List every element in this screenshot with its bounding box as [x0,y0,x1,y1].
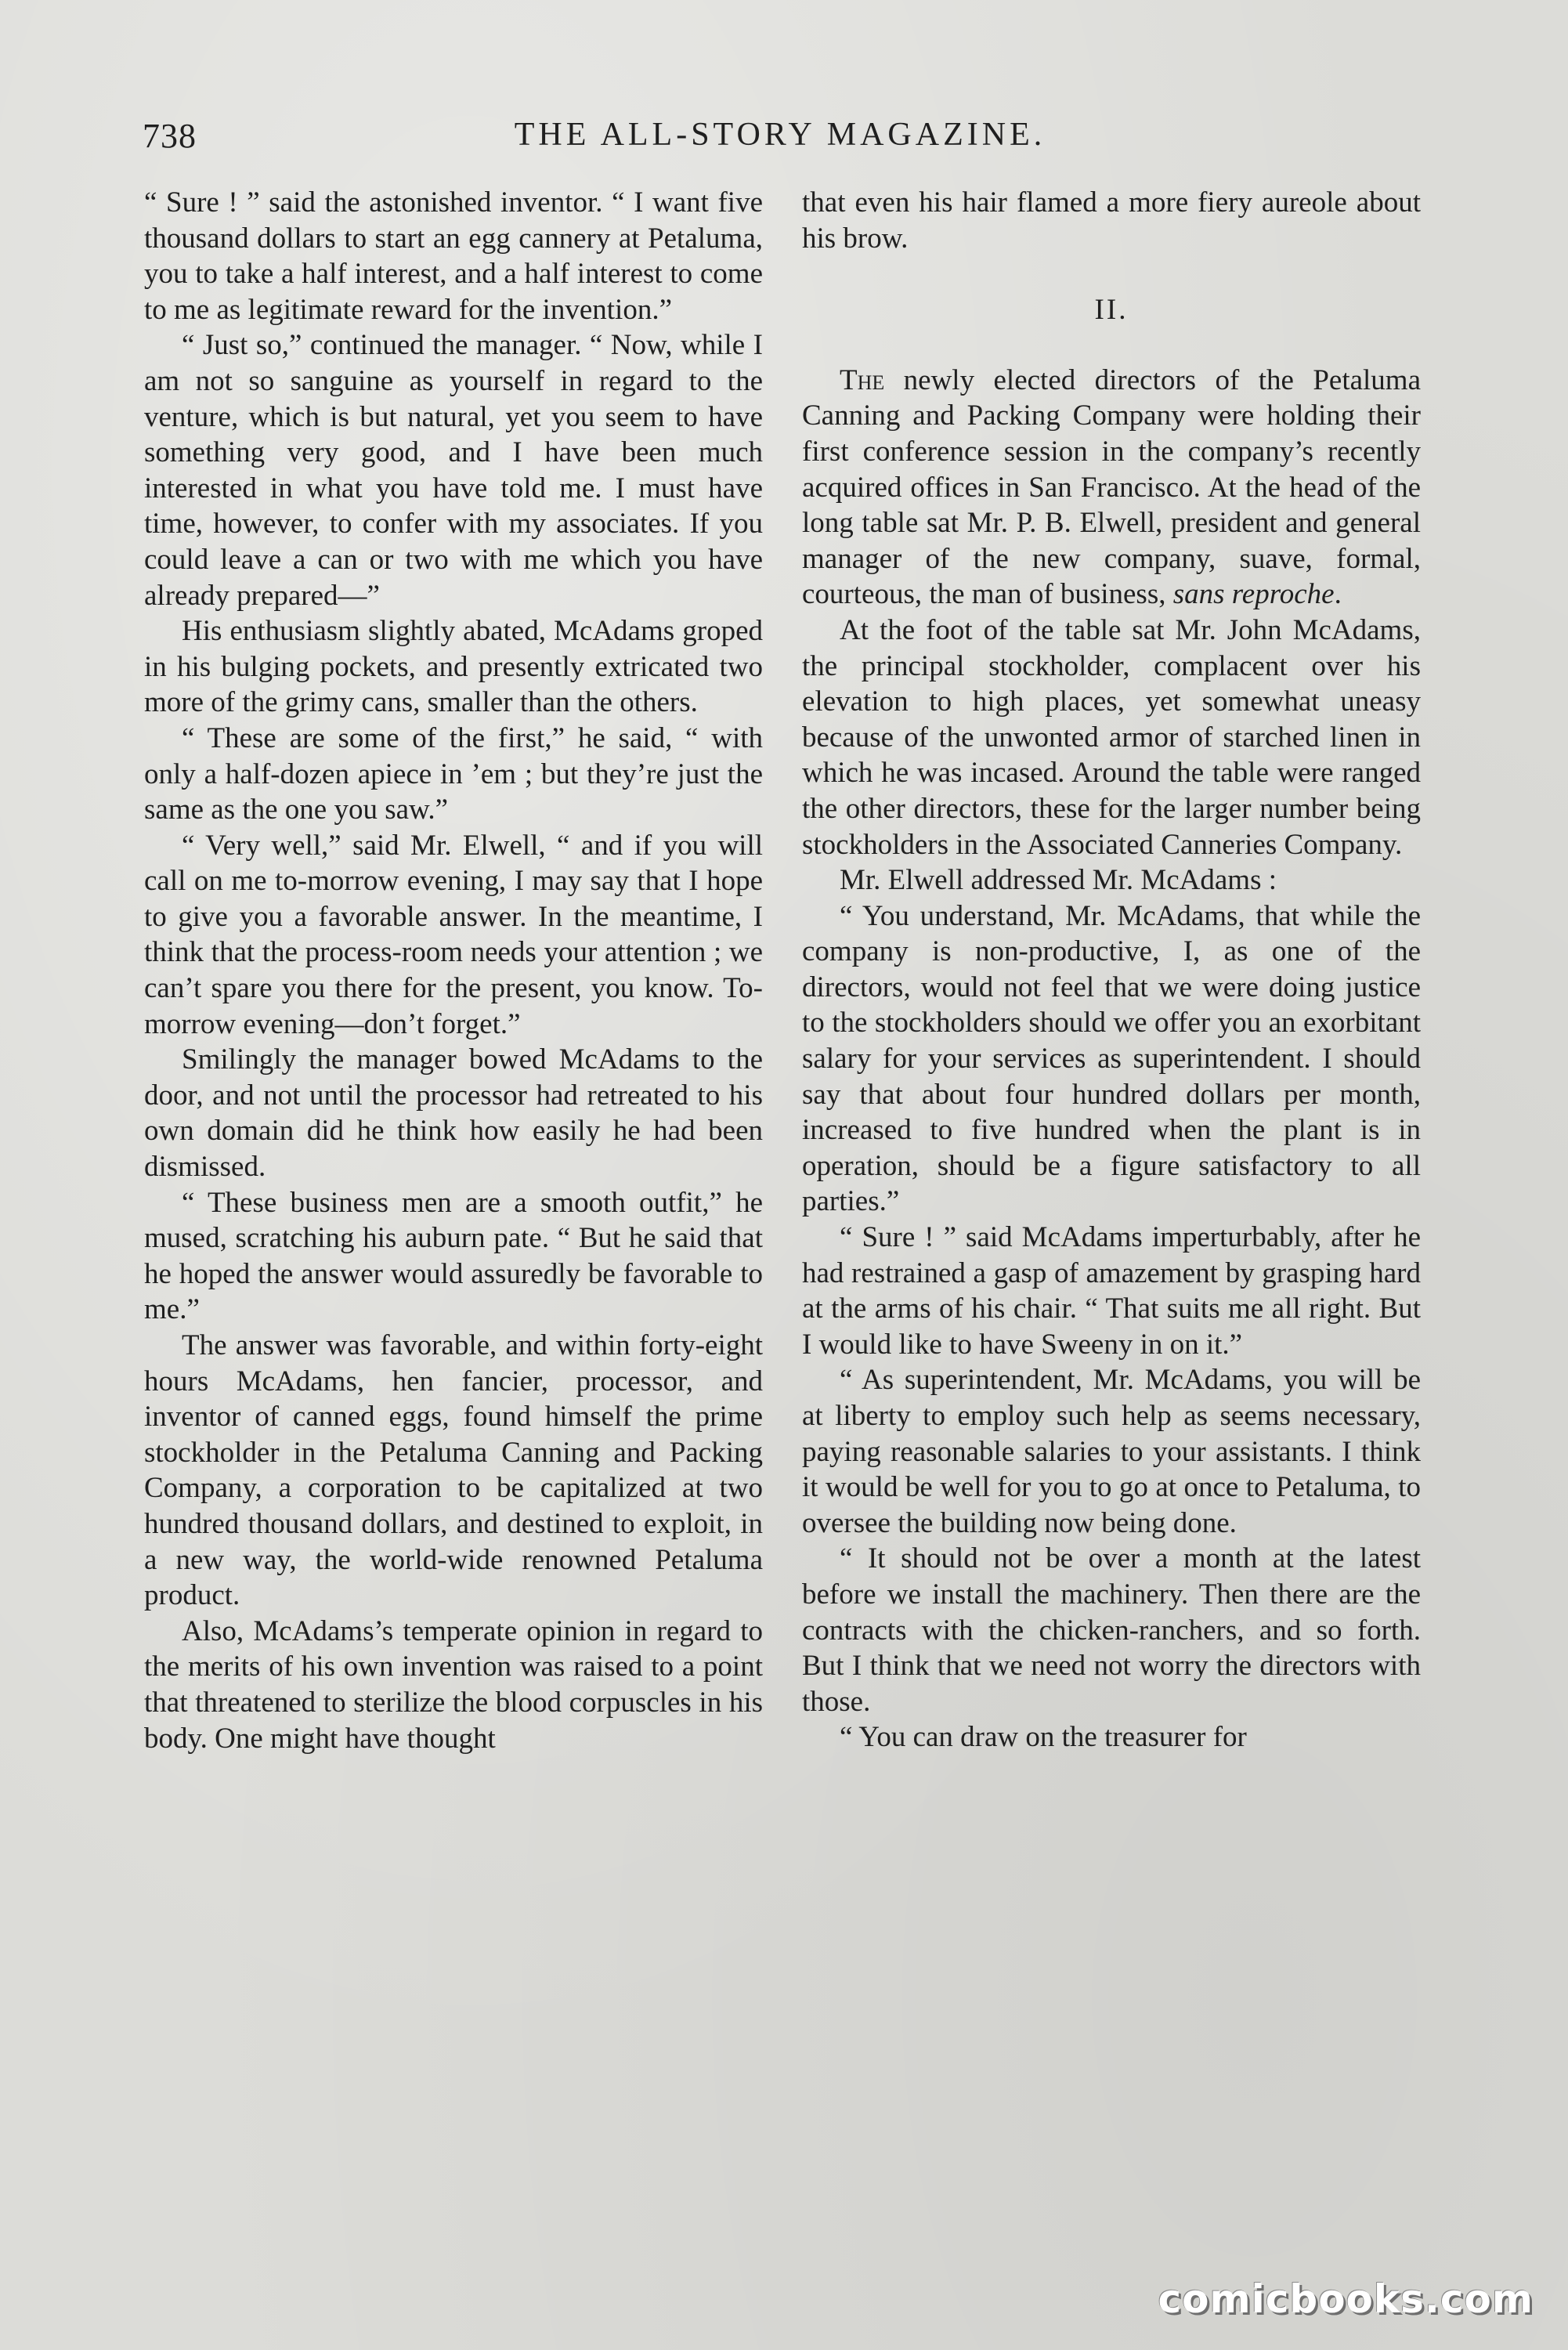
lead-italic: sans reproche [1172,578,1335,611]
paragraph: His enthusiasm slightly abated, McAdams groped in his bulging pockets, and presently extricated two more of the grimy cans, smaller than the others. [144,615,763,719]
left-column [144,185,763,1756]
paragraph: “ You understand, Mr. McAdams, that while the company is non-productive, I, as one of the directors, would not feel that we were doing justice to the stockholders should we offer you an exorbitant salary for your services as superintendent. I should say that about four hundred dollars per month, increased to five hundred when the plant is in operation, should be a figure satisfactory to all parties.” [802,899,1421,1218]
paragraph: The answer was favorable, and within forty-eight hours McAdams, hen fancier, processor, and inventor of canned eggs, found himself the prime stockholder in the Petaluma Canning and Packing Company, a corporation to be capitalized at two hundred thousand dollars, and destined to exploit, in a new way, the world-wide renowned Petaluma product. [144,1329,763,1612]
paragraph: “ As superintendent, Mr. McAdams, you will be at liberty to employ such help as seems necessary, paying reasonable salaries to your assistants. I think it would be well for you to go at once to Petaluma, to oversee the building now being done. [802,1364,1421,1539]
paragraph: Mr. Elwell addressed Mr. McAdams : [840,864,1277,897]
paragraph: “ It should not be over a month at the latest before we install the machinery. Then there are the contracts with the chicken-ranchers, and so forth. But I think that we need not worry the directors with those. [802,1542,1421,1718]
lead-word: The [840,363,885,396]
page-number: 738 [143,117,197,155]
paragraph: “ Very well,” said Mr. Elwell, “ and if you will call on me to-morrow evening, I may say that I hope to give you a favorable answer. In the meantime, I think that the process-room needs your attention ; we can’t spare you there for the present, you know. To-morrow evening—don’t forget.” [144,829,763,1040]
section-lead-paragraph [802,363,1421,613]
watermark: comicbooks.com [1158,2276,1534,2322]
lead-end: . [1334,578,1342,611]
page-header [143,116,1418,163]
paragraph: that even his hair flamed a more fiery aureole about his brow. [802,186,1421,255]
paragraph: “ Sure ! ” said the astonished inventor. “ I want five thousand dollars to start an egg cannery at Petaluma, you to take a half interest, and a half interest to come to me as legitimate reward for the invention.” [144,186,763,326]
running-title: THE ALL-STORY MAGAZINE. [514,117,1046,153]
section-heading: II. [1094,294,1129,327]
paragraph: Smilingly the manager bowed McAdams to the door, and not until the processor had retreated to his own domain did he think how easily he had been dismissed. [144,1043,763,1184]
paragraph: “ These business men are a smooth outfit,” he mused, scratching his auburn pate. “ But he said that he hoped the answer would assuredly be favorable to me.” [144,1186,763,1326]
paragraph: Also, McAdams’s temperate opinion in regard to the merits of his own invention was raised to a point that threatened to sterilize the blood corpuscles in his body. One might have thought [144,1614,763,1755]
right-column [802,185,1421,1755]
paragraph: “ Sure ! ” said McAdams imperturbably, after he had restrained a gasp of amazement by grasping hard at the arms of his chair. “ That suits me all right. But I would like to have Sweeny in on it.” [802,1221,1421,1361]
paragraph: “ These are some of the first,” he said, “ with only a half-dozen apiece in ’em ; but they’re just the same as the one you saw.” [144,721,763,826]
paragraph: At the foot of the table sat Mr. John McAdams, the principal stockholder, complacent over his elevation to high places, yet somewhat uneasy because of the unwonted armor of starched linen in which he was incased. Around the table were ranged the other directors, these for the larger number being stockholders in the Associated Canneries Company. [802,613,1421,861]
lead-text: newly elected directors of the Petaluma Canning and Packing Company were holding their first conference session in the company’s recently acquired offices in San Francisco. At the head of the long table sat Mr. P. B. Elwell, president and general manager of the new company, suave, formal, courteous, the man of business, [802,363,1421,611]
paragraph: “ You can draw on the treasurer for [840,1721,1247,1754]
paragraph: “ Just so,” continued the manager. “ Now, while I am not so sanguine as yourself in regard to the venture, which is but natural, yet you seem to have something very good, and I have been much interested in what you have told me. I must have time, however, to confer with my associates. If you could leave a can or two with me which you have already prepared—” [144,329,763,612]
